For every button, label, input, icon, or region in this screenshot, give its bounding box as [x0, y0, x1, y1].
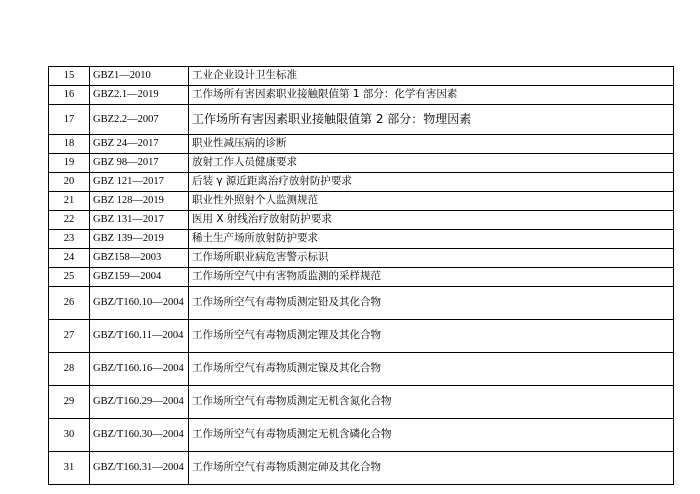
- standards-table-body: [49, 67, 674, 485]
- standard-name: 医用 X 射线治疗放射防护要求: [189, 211, 674, 230]
- standard-code: GBZ2.1—2019: [90, 86, 189, 105]
- row-number: 26: [49, 287, 90, 320]
- row-number: 16: [49, 86, 90, 105]
- standard-name: 工作场所空气有毒物质测定镍及其化合物: [189, 353, 674, 386]
- standard-code-text: GBZ/T160.29—2004: [93, 395, 184, 407]
- table-row: [49, 320, 674, 353]
- standard-code: GBZ 98—2017: [90, 154, 189, 173]
- standard-code: [90, 287, 189, 320]
- row-number: 18: [49, 135, 90, 154]
- standard-code-text: GBZ/T160.31—2004: [93, 461, 184, 473]
- standards-table: [48, 66, 674, 485]
- table-row: [49, 230, 674, 249]
- row-number: 21: [49, 192, 90, 211]
- standard-code: [90, 386, 189, 419]
- standard-name: 工作场所有害因素职业接触限值第 1 部分：化学有害因素: [189, 86, 674, 105]
- table-row: [49, 268, 674, 287]
- standard-code: GBZ1—2010: [90, 67, 189, 86]
- row-number: 24: [49, 249, 90, 268]
- standard-name: 工作场所职业病危害警示标识: [189, 249, 674, 268]
- row-number: 27: [49, 320, 90, 353]
- standard-name: 工作场所空气有毒物质测定无机含磷化合物: [189, 419, 674, 452]
- standard-code: [90, 419, 189, 452]
- table-row: [49, 192, 674, 211]
- standard-name: 稀土生产场所放射防护要求: [189, 230, 674, 249]
- table-row: [49, 287, 674, 320]
- standard-code-text: GBZ/T160.11—2004: [93, 329, 184, 341]
- standard-name: 后装 γ 源近距离治疗放射防护要求: [189, 173, 674, 192]
- row-number: 17: [49, 105, 90, 135]
- table-row: [49, 211, 674, 230]
- standard-code-text: GBZ/T160.16—2004: [93, 362, 184, 374]
- standard-name: 职业性减压病的诊断: [189, 135, 674, 154]
- standard-name: 工作场所空气中有害物质监测的采样规范: [189, 268, 674, 287]
- table-row: [49, 154, 674, 173]
- standard-name: 工作场所有害因素职业接触限值第 2 部分：物理因素: [189, 105, 674, 135]
- standard-name: 放射工作人员健康要求: [189, 154, 674, 173]
- table-row: [49, 386, 674, 419]
- standard-code: [90, 353, 189, 386]
- table-row: [49, 86, 674, 105]
- standards-table-container: [48, 66, 652, 485]
- row-number: 28: [49, 353, 90, 386]
- standard-code: [90, 320, 189, 353]
- standard-code: GBZ2.2—2007: [90, 105, 189, 135]
- standard-code: GBZ159—2004: [90, 268, 189, 287]
- standard-code: GBZ 121—2017: [90, 173, 189, 192]
- table-row: [49, 173, 674, 192]
- table-row: [49, 67, 674, 86]
- standard-code-text: GBZ/T160.30—2004: [93, 428, 184, 440]
- standard-name: 工作场所空气有毒物质测定锂及其化合物: [189, 320, 674, 353]
- table-row: [49, 135, 674, 154]
- standard-name: 工作场所空气有毒物质测定铅及其化合物: [189, 287, 674, 320]
- table-row: [49, 419, 674, 452]
- standard-name: 职业性外照射个人监测规范: [189, 192, 674, 211]
- row-number: 22: [49, 211, 90, 230]
- row-number: 31: [49, 452, 90, 485]
- standard-code-text: GBZ/T160.10—2004: [93, 296, 184, 308]
- standard-code: GBZ 131—2017: [90, 211, 189, 230]
- row-number: 15: [49, 67, 90, 86]
- row-number: 19: [49, 154, 90, 173]
- standard-name: 工作场所空气有毒物质测定无机含氮化合物: [189, 386, 674, 419]
- table-row: [49, 105, 674, 135]
- standard-code: GBZ 128—2019: [90, 192, 189, 211]
- standard-name: 工作场所空气有毒物质测定砷及其化合物: [189, 452, 674, 485]
- row-number: 25: [49, 268, 90, 287]
- standard-code: GBZ158—2003: [90, 249, 189, 268]
- table-row: [49, 249, 674, 268]
- row-number: 29: [49, 386, 90, 419]
- table-row: [49, 452, 674, 485]
- standard-code: GBZ 24—2017: [90, 135, 189, 154]
- row-number: 20: [49, 173, 90, 192]
- standard-name: 工业企业设计卫生标准: [189, 67, 674, 86]
- standard-code: GBZ 139—2019: [90, 230, 189, 249]
- row-number: 23: [49, 230, 90, 249]
- standard-code: [90, 452, 189, 485]
- table-row: [49, 353, 674, 386]
- row-number: 30: [49, 419, 90, 452]
